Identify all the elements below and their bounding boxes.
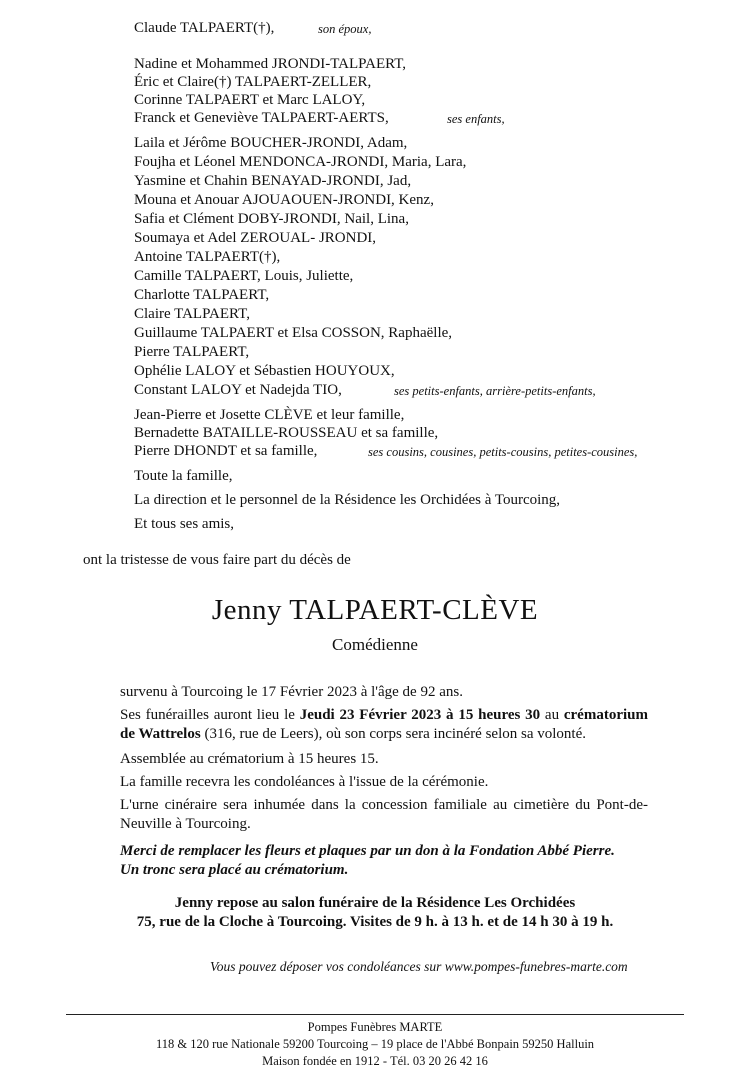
rest-line: 75, rue de la Cloche à Tourcoing. Visites de 9 h. à 13 h. et de 14 h 30 à 19 h. bbox=[136, 914, 614, 930]
grandchild-line: Safia et Clément DOBY-JRONDI, Nail, Lina, bbox=[134, 211, 409, 227]
urn-paragraph: L'urne cinéraire sera inhumée dans la concession familiale au cimetière du Pont-de-Neuville à Tourcoing. bbox=[120, 797, 648, 832]
funeral-place: crématorium de Wattrelos bbox=[120, 707, 648, 742]
spouse-name: Claude TALPAERT(†), bbox=[134, 20, 275, 36]
assembly-line: Assemblée au crématorium à 15 heures 15. bbox=[120, 751, 379, 767]
grandchildren-role: ses petits-enfants, arrière-petits-enfants, bbox=[394, 384, 596, 398]
child-line: Franck et Geneviève TALPAERT-AERTS, bbox=[134, 110, 389, 126]
grandchild-line: Camille TALPAERT, Louis, Juliette, bbox=[134, 268, 354, 284]
grandchild-line: Yasmine et Chahin BENAYAD-JRONDI, Jad, bbox=[134, 173, 412, 189]
funeral-paragraph bbox=[120, 706, 648, 744]
donation-line: Un tronc sera placé au crématorium. bbox=[120, 862, 349, 878]
condolences-line: La famille recevra les condoléances à l'issue de la cérémonie. bbox=[120, 774, 489, 790]
footer-divider bbox=[66, 1014, 684, 1015]
family-line: Toute la famille, bbox=[134, 468, 233, 484]
friends-line: Et tous ses amis, bbox=[134, 516, 234, 532]
grandchild-line: Ophélie LALOY et Sébastien HOUYOUX, bbox=[134, 363, 395, 379]
cousins-role: ses cousins, cousines, petits-cousins, petites-cousines, bbox=[368, 445, 638, 459]
grandchild-line: Claire TALPAERT, bbox=[134, 306, 250, 322]
donation-line: Merci de remplacer les fleurs et plaques par un don à la Fondation Abbé Pierre. bbox=[120, 843, 615, 859]
footer-founded: Maison fondée en 1912 - Tél. 03 20 26 42 16 bbox=[262, 1054, 488, 1068]
deceased-name: Jenny TALPAERT-CLÈVE bbox=[211, 594, 539, 626]
grandchild-line: Laila et Jérôme BOUCHER-JRONDI, Adam, bbox=[134, 135, 408, 151]
children-role: ses enfants, bbox=[447, 112, 505, 126]
cousin-line: Pierre DHONDT et sa famille, bbox=[134, 443, 318, 459]
grandchild-line: Guillaume TALPAERT et Elsa COSSON, Raphaëlle, bbox=[134, 325, 453, 341]
grandchild-line: Mouna et Anouar AJOUAOUEN-JRONDI, Kenz, bbox=[134, 192, 434, 208]
footer-company: Pompes Funèbres MARTE bbox=[307, 1020, 443, 1034]
deceased-occupation: Comédienne bbox=[332, 635, 418, 654]
cousin-line: Jean-Pierre et Josette CLÈVE et leur famille, bbox=[134, 407, 405, 423]
funeral-text: (316, rue de Leers), où son corps sera incinéré selon sa volonté. bbox=[200, 726, 586, 742]
death-line: survenu à Tourcoing le 17 Février 2023 à l'âge de 92 ans. bbox=[120, 684, 463, 700]
grandchild-line: Pierre TALPAERT, bbox=[134, 344, 250, 360]
rest-line: Jenny repose au salon funéraire de la Résidence Les Orchidées bbox=[174, 895, 576, 911]
staff-line: La direction et le personnel de la Résidence les Orchidées à Tourcoing, bbox=[134, 492, 561, 508]
grandchild-line: Foujha et Léonel MENDONCA-JRONDI, Maria, Lara, bbox=[134, 154, 467, 170]
footer-addresses: 118 & 120 rue Nationale 59200 Tourcoing – 19 place de l'Abbé Bonpain 59250 Halluin bbox=[155, 1037, 595, 1051]
child-line: Nadine et Mohammed JRONDI-TALPAERT, bbox=[134, 56, 407, 72]
grandchild-line: Antoine TALPAERT(†), bbox=[134, 249, 281, 265]
grandchild-line: Charlotte TALPAERT, bbox=[134, 287, 270, 303]
funeral-date: Jeudi 23 Février 2023 à 15 heures 30 bbox=[299, 707, 541, 723]
announcement: ont la tristesse de vous faire part du décès de bbox=[83, 552, 351, 568]
grandchild-line: Constant LALOY et Nadejda TIO, bbox=[134, 382, 342, 398]
online-condolences: Vous pouvez déposer vos condoléances sur www.pompes-funebres-marte.com bbox=[210, 959, 628, 974]
spouse-role: son époux, bbox=[318, 22, 372, 36]
cousin-line: Bernadette BATAILLE-ROUSSEAU et sa famille, bbox=[134, 425, 439, 441]
funeral-text: Ses funérailles auront lieu le bbox=[120, 707, 300, 723]
child-line: Éric et Claire(†) TALPAERT-ZELLER, bbox=[134, 74, 372, 90]
grandchild-line: Soumaya et Adel ZEROUAL- JRONDI, bbox=[134, 230, 377, 246]
funeral-text: au bbox=[540, 707, 564, 723]
child-line: Corinne TALPAERT et Marc LALOY, bbox=[134, 92, 366, 108]
